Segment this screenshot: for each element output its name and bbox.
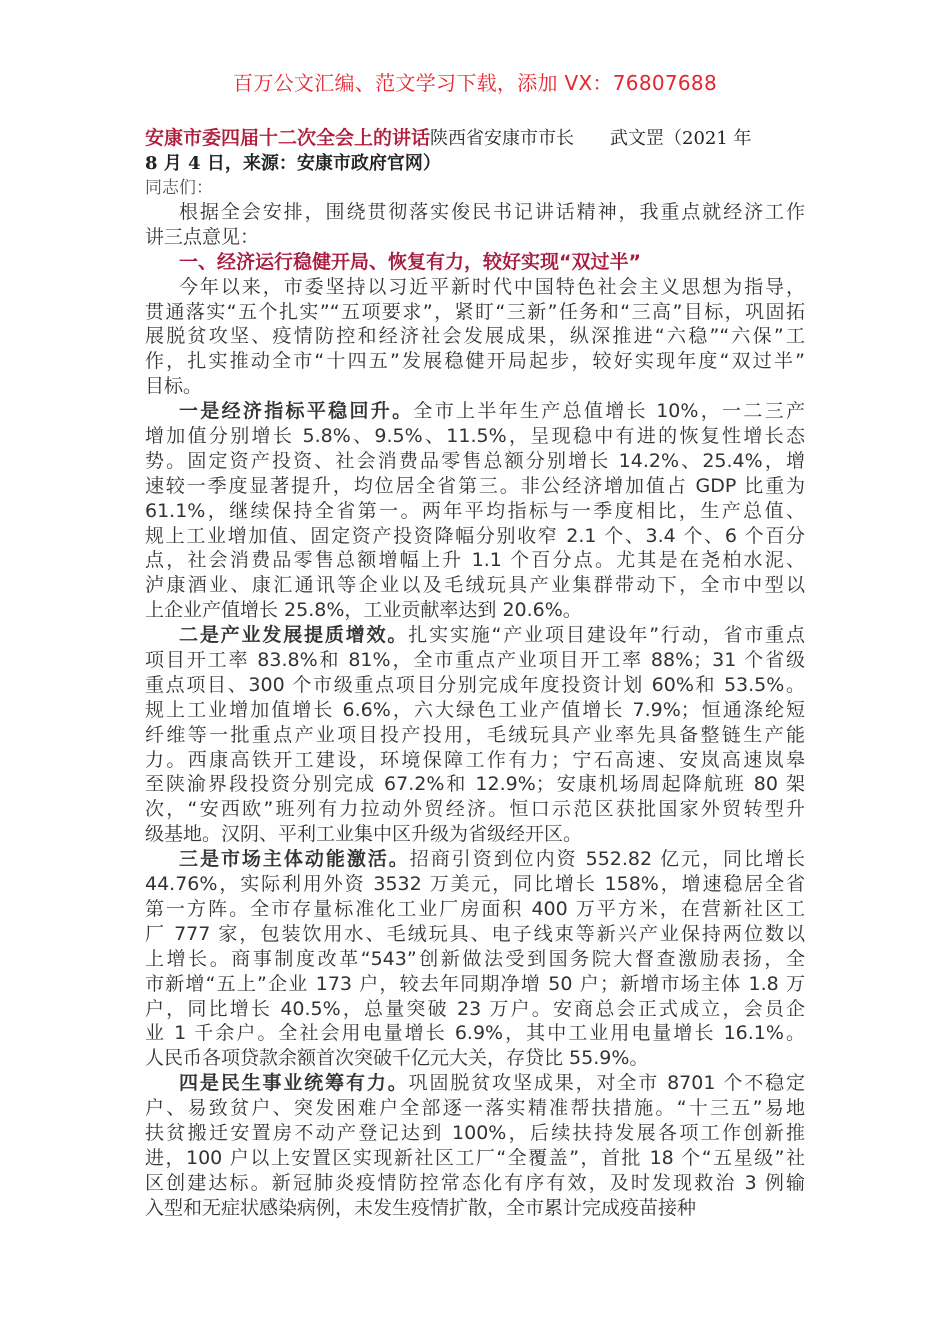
paragraph-lead: 一是经济指标平稳回升。 (179, 400, 414, 423)
line-text: 根据全会安排，围绕贯彻落实俊民书记讲话精神，我重点就经济工作 (179, 201, 805, 223)
text-line (145, 598, 805, 623)
paragraph (145, 275, 805, 399)
paragraph (145, 847, 805, 1071)
line-text: 44.76%，实际利用外资 3532 万美元，同比增长 158%，增速稳居全省 (145, 873, 805, 896)
line-text: 次，“安西欧”班列有力拉动外贸经济。恒口示范区获批国家外贸转型升 (145, 798, 805, 821)
paragraphs (145, 200, 805, 1221)
line-text: 讲三点意见： (145, 225, 260, 248)
text-line (145, 698, 805, 723)
text-line (145, 748, 805, 773)
line-text: 人民币各项贷款余额首次突破千亿元大关，存贷比 55.9%。 (145, 1047, 649, 1070)
line-text: 61.1%，继续保持全省第一。两年平均指标与一季度相比，生产总值、 (145, 499, 805, 522)
text-line (145, 300, 805, 325)
document-body (145, 126, 805, 1221)
date-source: 8 月 4 日，来源：安康市政府官网） (145, 153, 441, 174)
line-text: 上增长。商事制度改革“543”创新做法受到国务院大督查激励表扬，全 (145, 947, 805, 970)
text-line (145, 872, 805, 897)
text-line (145, 623, 805, 648)
paragraph (145, 623, 805, 847)
title-line-1 (145, 126, 805, 151)
line-text: 至陕渝界段投资分别完成 67.2%和 12.9%；安康机场周起降航班 80 架 (145, 773, 805, 796)
paragraph-lead: 四是民生事业统筹有力。 (179, 1072, 409, 1095)
text-line (145, 399, 805, 424)
text-line (145, 972, 805, 997)
text-line (145, 997, 805, 1022)
line-text: 规上工业增加值增长 6.6%，六大绿色工业产值增长 7.9%；恒通涤纶短 (145, 698, 805, 721)
line-text: 势。固定资产投资、社会消费品零售总额分别增长 14.2%、25.4%，增 (145, 449, 805, 472)
line-text: 纤维等一批重点产业项目投产投用，毛绒玩具产业率先具备整链生产能 (145, 723, 805, 746)
line-text: 作，扎实推动全市“十四五”发展稳健开局起步，较好实现年度“双过半” (145, 350, 805, 373)
section-heading (145, 250, 805, 275)
line-text: 项目开工率 83.8%和 81%，全市重点产业项目开工率 88%；31 个省级 (145, 649, 805, 672)
line-text: 市新增“五上”企业 173 户，较去年同期净增 50 户；新增市场主体 1.8 万 (145, 972, 805, 995)
text-line (145, 1196, 805, 1221)
line-text: 级基地。汉阴、平利工业集中区升级为省级经开区。 (145, 823, 583, 846)
text-line (145, 1171, 805, 1196)
author-info: 陕西省安康市市长 武文罡（2021 年 (430, 128, 752, 149)
text-line (145, 1021, 805, 1046)
text-line (145, 1046, 805, 1071)
text-line (145, 1071, 805, 1096)
line-text: 今年以来，市委坚持以习近平新时代中国特色社会主义思想为指导， (179, 275, 805, 298)
paragraph-lead: 二是产业发展提质增效。 (179, 624, 409, 647)
text-line (145, 474, 805, 499)
text-line (145, 449, 805, 474)
line-text: 力。西康高铁开工建设，环境保障工作有力；宁石高速、安岚高速岚皋 (145, 748, 805, 771)
text-line (145, 673, 805, 698)
line-text: 速较一季度显著提升，均位居全省第三。非公经济增加值占 GDP 比重为 (145, 474, 805, 497)
line-text: 招商引资到位内资 552.82 亿元，同比增长 (409, 848, 805, 871)
greeting: 同志们： (145, 178, 213, 198)
text-line (145, 1096, 805, 1121)
line-text: 巩固脱贫攻坚成果，对全市 8701 个不稳定 (408, 1072, 805, 1095)
text-line (145, 225, 805, 250)
text-line (145, 897, 805, 922)
text-line (145, 922, 805, 947)
text-line (145, 374, 805, 399)
text-line (145, 524, 805, 549)
text-line (145, 822, 805, 847)
line-text: 展脱贫攻坚、疫情防控和经济社会发展成果，纵深推进“六稳”“六保”工 (145, 325, 805, 348)
line-text: 扶贫搬迁安置房不动产登记达到 100%，后续扶持发展各项工作创新推 (145, 1121, 805, 1144)
line-text: 规上工业增加值、固定资产投资降幅分别收窄 2.1 个、3.4 个、6 个百分 (145, 524, 805, 547)
line-text: 户，同比增长 40.5%，总量突破 23 万户。安商总会正式成立，会员企 (145, 997, 805, 1020)
text-line (145, 275, 805, 300)
line-text: 入型和无症状感染病例，未发生疫情扩散，全市累计完成疫苗接种 (145, 1196, 697, 1219)
text-line (145, 723, 805, 748)
text-line (145, 548, 805, 573)
line-text: 一、经济运行稳健开局、恢复有力，较好实现“双过半” (179, 250, 641, 273)
watermark-banner: 百万公文汇编、范文学习下载，添加 VX：76807688 (233, 71, 717, 95)
text-line (145, 1146, 805, 1171)
line-text: 户、易致贫户、突发困难户全部逐一落实精准帮扶措施。“十三五”易地 (145, 1097, 805, 1120)
text-line (145, 324, 805, 349)
text-line (145, 797, 805, 822)
text-line (145, 648, 805, 673)
line-text: 区创建达标。新冠肺炎疫情防控常态化有序有效，及时发现救治 3 例输 (145, 1171, 805, 1194)
line-text: 厂 777 家，包装饮用水、毛绒玩具、电子线束等新兴产业保持两位数以 (145, 922, 805, 945)
line-text: 目标。 (145, 375, 203, 398)
text-line (145, 573, 805, 598)
text-line (145, 349, 805, 374)
paragraph (145, 1071, 805, 1220)
line-text: 泸康酒业、康汇通讯等企业以及毛绒玩具产业集群带动下，全市中型以 (145, 574, 805, 597)
line-text: 扎实实施“产业项目建设年”行动，省市重点 (408, 624, 805, 647)
line-text: 贯通落实“五个扎实”“五项要求”，紧盯“三新”任务和“三高”目标，巩固拓 (145, 300, 805, 323)
line-text: 全市上半年生产总值增长 10%，一二三产 (413, 400, 805, 423)
line-text: 业 1 千余户。全社会用电量增长 6.9%，其中工业用电量增长 16.1%。 (145, 1022, 805, 1045)
line-text: 第一方阵。全市存量标准化工业厂房面积 400 万平方米，在营新社区工 (145, 897, 805, 920)
text-line (145, 200, 805, 225)
line-text: 进，100 户以上安置区实现新社区工厂“全覆盖”，首批 18 个“五星级”社 (145, 1146, 805, 1169)
paragraph-lead: 三是市场主体动能激活。 (179, 848, 410, 871)
text-line (145, 772, 805, 797)
text-line (145, 424, 805, 449)
line-text: 重点项目、300 个市级重点项目分别完成年度投资计划 60%和 53.5%。 (145, 673, 805, 696)
text-line (145, 250, 805, 275)
line-text: 点，社会消费品零售总额增幅上升 1.1 个百分点。尤其是在尧柏水泥、 (145, 549, 805, 572)
text-line (145, 847, 805, 872)
paragraph (145, 200, 805, 250)
text-line (145, 1121, 805, 1146)
text-line (145, 947, 805, 972)
paragraph (145, 399, 805, 623)
text-line (145, 499, 805, 524)
line-text: 增加值分别增长 5.8%、9.5%、11.5%，呈现稳中有进的恢复性增长态 (145, 425, 805, 448)
line-text: 上企业产值增长 25.8%，工业贡献率达到 20.6%。 (145, 599, 582, 622)
document-title: 安康市委四届十二次全会上的讲话 (145, 127, 431, 149)
